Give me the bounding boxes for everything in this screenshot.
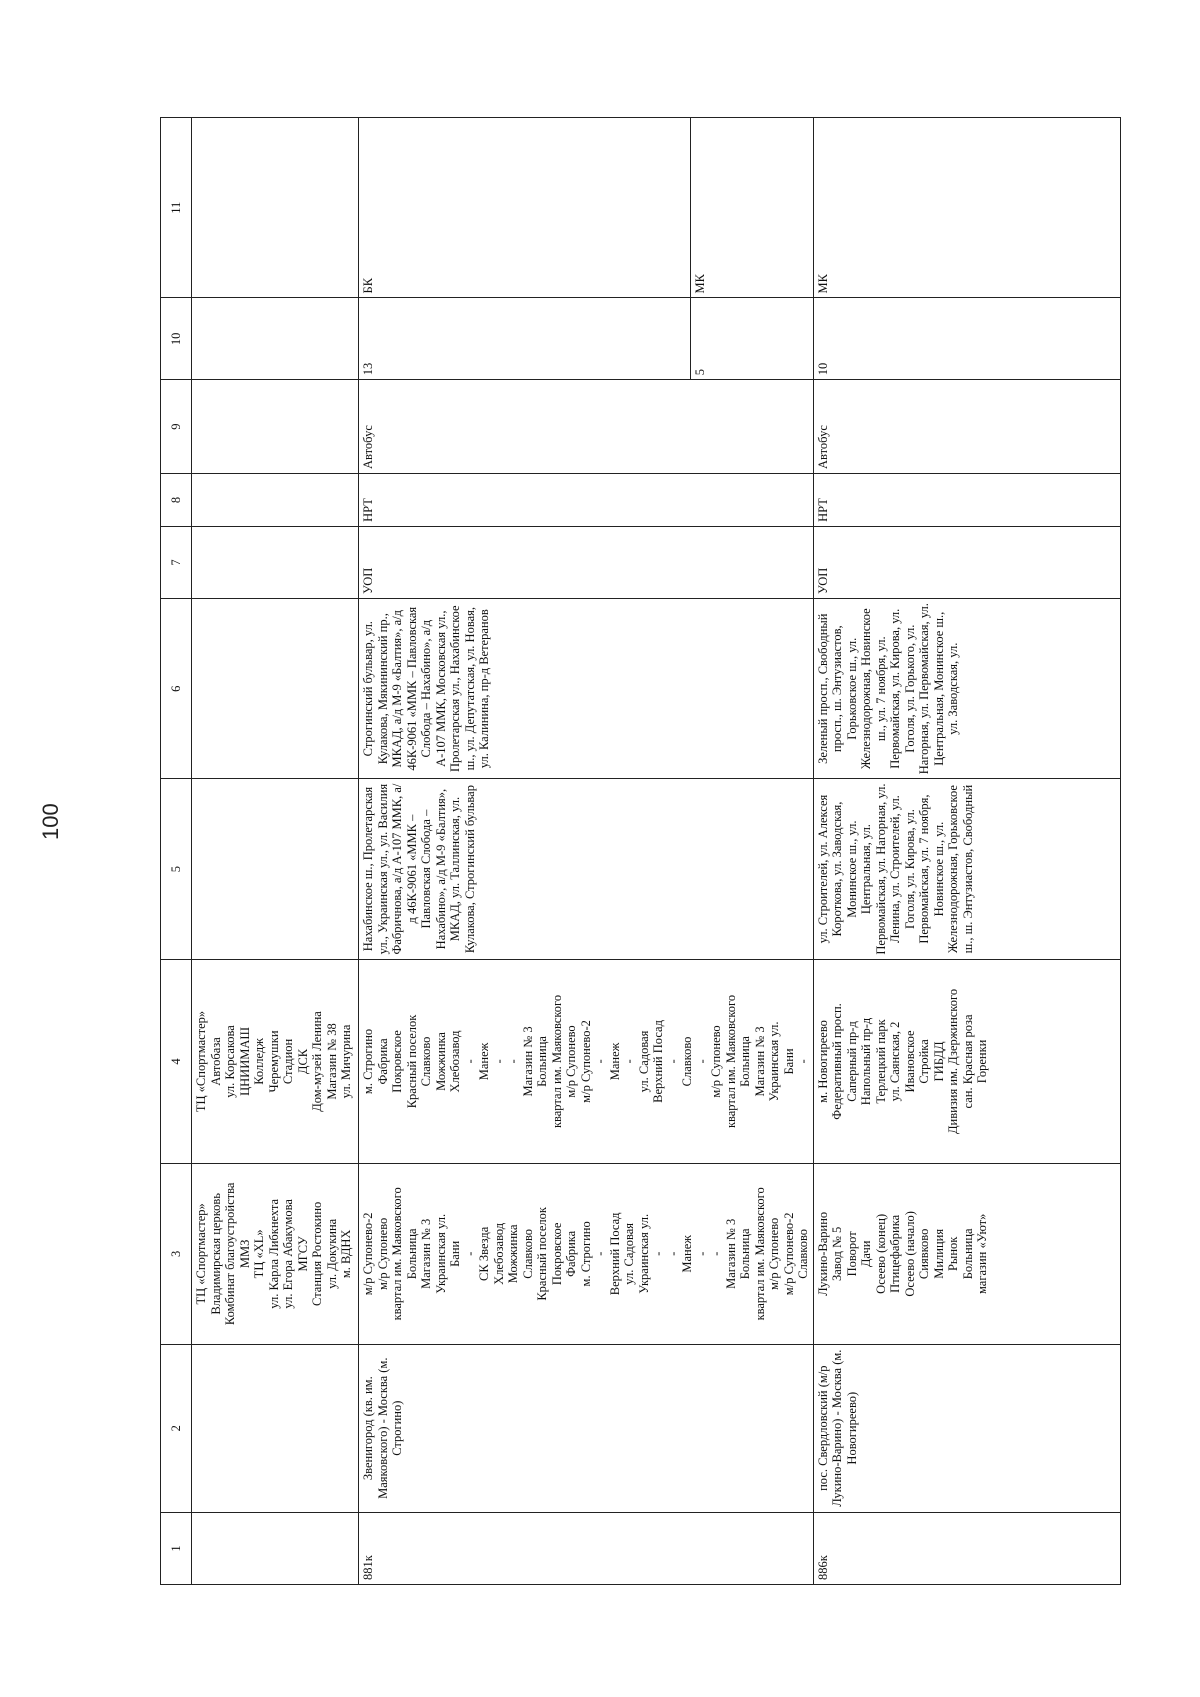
stop-item: - [622, 1059, 636, 1064]
stop-item: ТЦ «Спортмастер» [194, 1203, 208, 1305]
stop-item: Ивановское [902, 1030, 917, 1093]
header-cell: 1 [161, 1512, 192, 1584]
stop-item: Владимирская церковь [208, 1193, 223, 1315]
stop-item: квартал им. Маяковского [723, 994, 738, 1129]
stop-item: Можжинка [433, 1032, 448, 1091]
header-cell: 9 [161, 380, 192, 474]
stop-item: МГСУ [295, 1236, 310, 1272]
stops-forward [813, 1164, 1120, 1344]
stop-item: Станция Ростокино [310, 1201, 324, 1306]
stop-item: м/р Супонево [375, 1217, 390, 1290]
tariff-type: НРТ [813, 473, 1120, 526]
stop-item: Больница [535, 1036, 549, 1087]
stop-item: Красный поселок [535, 1207, 549, 1301]
route-number: 886к [813, 1512, 1120, 1584]
stop-item: м/р Супонево-2 [361, 1212, 375, 1296]
tariff-type: НРТ [359, 473, 814, 526]
stop-item: Федеративный просп. [830, 1003, 844, 1120]
stop-item: - [593, 1251, 607, 1256]
stop-item: Автобаза [208, 1037, 223, 1086]
vehicle-class-cell [359, 118, 814, 298]
header-cell: 4 [161, 959, 192, 1163]
stop-item: Магазин № 38 [324, 1023, 339, 1100]
cell-empty [192, 779, 359, 959]
header-row [161, 118, 192, 1585]
stop-item: - [506, 1059, 520, 1064]
route-name: Звенигород (кв. им. Маяковского) - Москва (м. Строгино) [359, 1344, 814, 1512]
header-cell: 8 [161, 473, 192, 526]
cell-empty [192, 380, 359, 474]
stop-item: Хлебозавод [491, 1222, 506, 1285]
stop-item: Больница [404, 1228, 419, 1280]
stop-item: ул. Докукина [324, 1218, 339, 1289]
stop-item: Хлебозавод [448, 1030, 462, 1093]
stop-item: ТЦ «XL» [252, 1229, 266, 1279]
cell-empty [192, 473, 359, 526]
stop-item: м/р Супонево-2 [781, 1212, 796, 1296]
header-cell: 7 [161, 526, 192, 598]
stop-item: Фабрика [564, 1230, 578, 1277]
stop-item: - [491, 1059, 506, 1064]
stop-item: Магазин № 3 [520, 1026, 535, 1097]
stop-item: Комбинат благоустройства [223, 1182, 237, 1326]
page-number: 100 [38, 803, 63, 840]
vehicle-count-a: 13 [361, 362, 375, 376]
header-cell: 3 [161, 1164, 192, 1344]
cell-empty [192, 526, 359, 598]
stop-item: Птицефабрика [888, 1214, 902, 1293]
stop-item: Манеж [607, 1042, 622, 1081]
continuation-stops-forward [192, 1164, 359, 1344]
stop-item: Осеево (начало) [902, 1211, 917, 1297]
stop-item: Славково [520, 1228, 535, 1279]
routes-table [160, 117, 1121, 1585]
vehicle-count-cell [359, 298, 814, 380]
stop-item: квартал им. Маяковского [549, 994, 564, 1129]
header-cell: 5 [161, 779, 192, 959]
stops-backward [359, 959, 814, 1163]
stop-item: Сиявково [917, 1228, 931, 1280]
stop-item: ул. Садовая [622, 1222, 636, 1285]
stop-item: - [709, 1251, 723, 1256]
stop-item: - [651, 1251, 665, 1256]
route-row-881k [359, 118, 814, 1585]
routes-table-rotated [160, 117, 1090, 1585]
stop-item: м. Новогиреево [815, 1020, 830, 1103]
stop-item: ТЦ «Спортмастер» [194, 1010, 208, 1113]
stop-item: Горенки [975, 1039, 989, 1084]
stop-item: ул. Саянская, 2 [888, 1021, 902, 1102]
stop-item: Украинская ул. [767, 1021, 781, 1102]
stop-item: Напольный пр-д [859, 1017, 873, 1106]
stop-item: Верхний Посад [607, 1212, 622, 1296]
stop-item: м. Строгино [361, 1028, 375, 1095]
stop-item: м. Строгино [578, 1221, 593, 1287]
stop-item: ЦНИИМАШ [237, 1027, 252, 1096]
stop-item: Манеж [680, 1235, 694, 1273]
stop-item: Фабрика [375, 1038, 390, 1085]
continuation-row [192, 118, 359, 1585]
cell-empty [192, 298, 359, 380]
header-cell: 6 [161, 599, 192, 779]
stop-item: Стройка [917, 1039, 931, 1084]
vehicle-class-a: БК [361, 277, 375, 294]
cell-empty [192, 599, 359, 779]
stop-item: - [462, 1059, 477, 1064]
stop-item: Можжинка [506, 1224, 520, 1284]
stop-item: Осеево (конец) [873, 1213, 888, 1294]
streets-backward: Зеленый просп., Свободный просп., ш. Энтузиастов, Горьковское ш., ул. Железнодорожная, Новинское ш., ул. 7 ноября, ул. Первомайская, ул. Кирова, ул. Гоголя, ул. Горького, ул. Нагорная, ул. Первомайская, ул. Центральная, Монинское ш., ул. Заводская, ул. [813, 599, 1120, 779]
stop-item: - [462, 1251, 477, 1256]
stops-backward [813, 959, 1120, 1163]
stop-item: Покровское [549, 1222, 564, 1286]
stop-item: Терлецкий парк [873, 1019, 888, 1104]
stop-item: ГИБДД [931, 1041, 946, 1082]
stop-item: Рынок [946, 1236, 960, 1272]
stop-item: квартал им. Маяковского [752, 1187, 767, 1321]
vehicle-count: 10 [813, 298, 1120, 380]
stop-item: - [694, 1059, 709, 1064]
stop-item: Украинская ул. [636, 1213, 651, 1294]
header-cell: 10 [161, 298, 192, 380]
stop-item: Дивизия им. Дзержинского [946, 988, 960, 1134]
route-row-886k [813, 118, 1120, 1585]
stop-item: Магазин № 3 [752, 1026, 767, 1097]
vehicle-class: МК [813, 118, 1120, 298]
stop-item: ДСК [295, 1048, 310, 1075]
stop-item: ММЗ [237, 1239, 252, 1269]
stop-item: Бани [448, 1240, 462, 1267]
stop-item: Дом-музей Ленина [310, 1011, 324, 1112]
stop-item: Верхний Посад [651, 1020, 665, 1103]
stop-item: - [694, 1251, 709, 1256]
stop-item: Славково [680, 1036, 694, 1087]
stop-item: ул. Корсакова [223, 1025, 237, 1098]
stop-item: ул. Садовая [636, 1030, 651, 1093]
cell-empty [192, 1512, 359, 1584]
boarding-order: УОП [813, 526, 1120, 598]
stop-item: м/р Супонево [709, 1025, 723, 1098]
header-cell: 2 [161, 1344, 192, 1512]
stops-forward [359, 1164, 814, 1344]
stop-item: Колледж [252, 1038, 266, 1085]
stop-item: Поворот [844, 1231, 859, 1277]
cell-empty [192, 1344, 359, 1512]
stop-item: м/р Супонево [767, 1217, 781, 1290]
continuation-stops-backward [192, 959, 359, 1163]
stop-item: м/р Супонево-2 [578, 1020, 593, 1103]
stop-item: Черемушки [266, 1030, 281, 1093]
stop-item: Бани [781, 1048, 796, 1075]
stop-item: магазин «Уют» [975, 1213, 989, 1295]
vehicle-count-b: 5 [690, 298, 813, 379]
stop-item: Покровское [390, 1030, 404, 1093]
stop-item: Магазин № 3 [419, 1218, 433, 1289]
header-cell: 11 [161, 118, 192, 298]
cell-empty [192, 118, 359, 298]
route-name: пос. Свердловский (м/р Лукино-Варино) - Москва (м. Новогиреево) [813, 1344, 1120, 1512]
stop-item: Дачи [859, 1240, 873, 1268]
stop-item: - [796, 1059, 810, 1064]
stop-item: Стадион [281, 1038, 295, 1085]
stop-item: Больница [738, 1228, 752, 1280]
stop-item: квартал им. Маяковского [390, 1187, 404, 1321]
stop-item: Саперный пр-д [844, 1021, 859, 1102]
stop-item: Славково [796, 1228, 810, 1279]
boarding-order: УОП [359, 526, 814, 598]
stop-item: м. ВДНХ [339, 1229, 353, 1279]
stop-item: Больница [738, 1036, 752, 1087]
stop-item: ул. Егора Абакумова [281, 1199, 295, 1309]
stop-item: Красный поселок [404, 1014, 419, 1109]
streets-forward: ул. Строителей, ул. Алексея Короткова, ул. Заводская, Монинское ш., ул. Центральная, ул. Первомайская, ул. Нагорная, ул. Ленина, ул. Строителей, ул. Гоголя, ул. Кирова, ул. Первомайская, ул. 7 ноября, Новинское ш., ул. Железнодорожная, Горьковское ш., ш. Энтузиастов, Свободный [813, 779, 1120, 959]
route-number: 881к [359, 1512, 814, 1584]
stop-item: ул. Мичурина [339, 1024, 353, 1099]
stop-item: Украинская ул. [433, 1213, 448, 1294]
stop-item: СК Звезда [477, 1226, 491, 1281]
stop-item: Больница [960, 1228, 975, 1280]
streets-backward: Строгинский бульвар, ул. Кулакова, Мякининский пр., МКАД, а/д М-9 «Балтия», а/д 46К-9061 «ММК – Павловская Слобода – Нахабино», а/д А-107 ММК, Московская ул., Пролетарская ул., Нахабинское ш., ул. Депутатская, ул. Новая, ул. Калинина, пр-д Ветеранов [359, 599, 814, 779]
stop-item: сан. Красная роза [960, 1014, 975, 1109]
stop-item: Славково [419, 1036, 433, 1087]
stop-item: Милиция [931, 1228, 946, 1279]
vehicle-type: Автобус [813, 380, 1120, 474]
vehicle-type: Автобус [359, 380, 814, 474]
stop-item: ул. Карла Либкнехта [266, 1199, 281, 1309]
stop-item: - [593, 1059, 607, 1064]
stop-item: Манеж [477, 1042, 491, 1081]
vehicle-class-b: МК [690, 118, 813, 297]
stop-item: Завод № 5 [830, 1226, 844, 1281]
stop-item: Лукино-Варино [815, 1211, 830, 1296]
stop-item: - [665, 1251, 680, 1256]
streets-forward: Нахабинское ш., Пролетарская ул., Украинская ул., ул. Василия Фабричнова, а/д А-107 ММК, а/д 46К-9061 «ММК – Павловская Слобода – Нахабино», а/д М-9 «Балтия», МКАД, ул. Таллинская, ул. Кулакова, Строгинский бульвар [359, 779, 814, 959]
stop-item: м/р Супонево [564, 1025, 578, 1098]
stop-item: - [665, 1059, 680, 1064]
stop-item: Магазин № 3 [723, 1218, 738, 1289]
